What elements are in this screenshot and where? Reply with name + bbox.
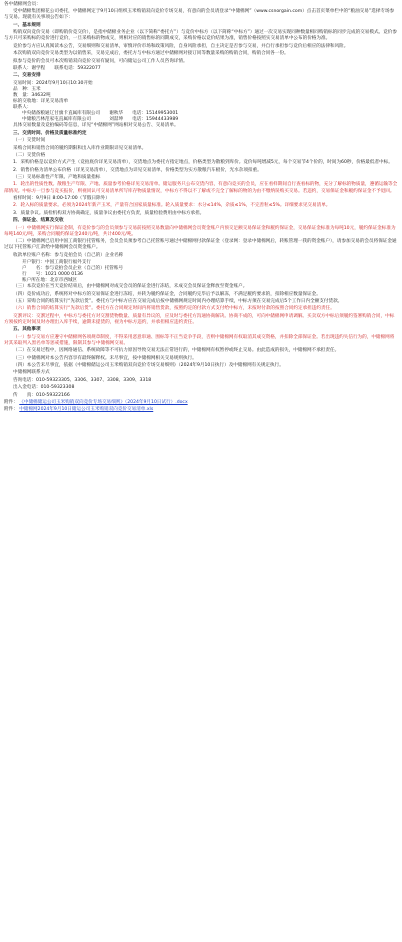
quality-item-3: 3．质量争议。质检机构双方协商确定，质量争议由委托方负责，质量检验费用由中标方承担。 <box>13 210 205 216</box>
section-1-title: 一、基本规则 <box>13 22 41 28</box>
deposit-rule-1: （一）中储棉网实行保证金制，有竞价参与的会员须参与交易前按照交易数量向中储棉网会员资金账户内预交足额交易保证金和履约保证金，交易保证金标准为每吨10元，履约保证金标准为每吨140元/吨，采购合同履约保证金240元/吨，共计400元/吨。 <box>4 225 396 237</box>
trade-variety: 品 种：玉米 <box>13 86 41 92</box>
quality-item-2: 2．轮入标的质量要求。必须为2024年新产玉米，产量符合国家质量标准。轮入质量要求：水分≤14%，杂质≤1%，不完善粒≤5%。详细要求见交易清单。 <box>13 203 331 209</box>
rule-paragraph-4: 拟参与竞价的会员可本次购销双向竞价交易有疑问，可向储运公司工作人员咨询详情。 <box>13 58 188 64</box>
deposit-rule-4: （四）竞价成功后，系统将对中标方的交易保证金进行冻结，并转为履约保证金，合同履约完毕后予以解冻，不满足履约要求的，扣除相应数量保证金。 <box>13 291 321 297</box>
deposit-rule-7: 交割评议：交割过程中，中标方与委托方对交割货物数量、质量有异议的，应及时与委托方沟通协商解决。协商不成的，可向中储棉网申请调解。买卖双方中标后须履约签署购销合同，中标方须按约定时间及时办理出入库手续，逾期未提货的，视为中标方违约，并承担相应违约责任。 <box>4 313 395 325</box>
deposit-rule-6: （六）销售合同的结算实行“先款后货”。委托方在合同规定时间内将销售货款，按照约定的付款方式支付给中标方，未按时付款的按照合同约定承担违约责任。 <box>13 306 335 312</box>
deposit-rule-5: （五）采购合同的结算实行“先款后货”。委托方与中标方应在交易完成后按中储棉网规定时间内办理结算手续，中标方须在交易完成后5个工作日内全额支付货款。 <box>13 299 343 305</box>
trade-delivery-place: 标的交收地：详见交易清单 <box>13 98 69 104</box>
section-2-title: 二、交易安排 <box>13 73 41 79</box>
other-item-1: （一）参与交易方应遵守中储棉网各项规章制度，不得采用恶意串通、围标等不正当竞争手段，否则中储棉网有权取消其成交资格，并扣除全部保证金。若出现违约失信行为的，中储棉网将对其采取列入黑名单等惩戒措施，限制其参与中储棉网交易。 <box>4 334 395 346</box>
section-4-title: 四、保证金、结算及交收 <box>13 218 64 224</box>
rule-paragraph-1: 购销双向竞价交易（即购销价竞交价），是指中储棉业务企业（以下简称“委托方”）与竞价中标方（以下简称“中标方”）通过一次交易实现同种数量相同购销标的同步完成的交易模式。竞价参与方只可采购标的竞价进行竞价，一旦采购标的物成交，则相对应的销售标的同期成交，采购价格以竞价结果为准，销售价格按照实交易清单中公布的价格为准。 <box>4 30 397 42</box>
delivery-price-heading: （二）交货价格 <box>13 152 46 158</box>
other-item-2: （二）在交易过程中，因网络通信、系统故障等不可抗力原因导致交易无法正常进行的，中储棉网有权暂停或终止交易。由此造成的损失，中储棉网不承担责任。 <box>13 348 340 354</box>
contact-phone: 咨询电话：010-59323305、3306、3307、3308、3309、3318 <box>13 377 152 383</box>
contact-org-2: 中储粮吉林范家屯直属库有限公司 刘喆坤 电话：15944433989 <box>22 117 179 123</box>
delivery-price-item-1: 1．采购价格是以竞价方式产生（竞拍底价详见交易清单），交货地点为委托方指定地点，价格类型为散粮到库价。竞价每吨增减5元，每个交易节4个价的，时间为60秒，价格最低者中标。 <box>13 160 393 166</box>
greeting: 各中储棉网会员： <box>4 2 41 7</box>
other-item-4: （四）本公告未尽事宜，依据《中储棉储运公司玉米购销双向竞价专场交易细则》（2024年9月10日执行）及中储棉网有关规定执行。 <box>13 362 284 368</box>
announcement-document <box>0 0 402 413</box>
attachment-line-1 <box>4 400 398 406</box>
contact-fund-phone: 出入金电话：010-59323308 <box>13 385 75 391</box>
account-location: 账户所在地：北京市西城区 <box>22 278 78 284</box>
rule-paragraph-2: 竞价参与方应认真阅读本公告，交易细则和交易清单，审慎评价市场和政策风险，自身风险承担，自主决定是否参与交易，并自行承担参与竞价后相应的法律和风险。 <box>13 43 349 49</box>
attachment-line-2 <box>4 407 398 413</box>
viewing-time: 看样时间：9月9日 8:00-17:00（节假日除外） <box>13 195 110 201</box>
trade-time: 交易时间：2024年9月10日10:30开始 <box>13 80 93 86</box>
trade-contact-label: 联系人： <box>13 105 32 111</box>
rule-paragraph-3: 本次购销双向竞价交易类型为以销售采，交易完成后，委托方与中标方通过中储棉网对接订同等数量采购的购销合同，购销合同各一份。 <box>13 51 289 57</box>
account-number: 行 号：1021 0000 0136 <box>22 272 83 278</box>
attachment-link-list[interactable]: 中储棉网2024年9月10日储运公司玉米购销双向竞价交易清单.xls <box>19 407 154 413</box>
trade-note: 具体交易数量及竞拍编码等信息，详见“中储棉网”网站相对交易公告、交易清单。 <box>13 123 179 129</box>
delivery-time-text: 采购合同和销售合同的履约期限和出入库作业期限详见交易清单。 <box>13 145 147 151</box>
trade-quantity: 数 量：34632吨 <box>13 92 51 98</box>
other-item-3: （三）中储棉网对本公告内容享有最终解释权。未尽事宜，按中储棉网相关交易规则执行。 <box>13 355 197 361</box>
deposit-rule-2: （二）中储棉网已启用中国工商银行托管账务，会员会员须参考自己托管账号通过中储棉网付款保证金（登录网：登录中储棉网后，转账管理一我的资金账户），请参加交易的会员将保证金通过以下托管账户汇款给中储棉网会员资金账户。 <box>4 239 397 251</box>
delivery-time-heading: （一）交货时间 <box>13 138 46 144</box>
account-name: 户 名：参与竞拍会员企业（自己的）托管账号 <box>22 265 124 271</box>
delivery-price-item-2: 2．销售价格为清单公布价格（详见交易清单），交货地点为详见交易清单，价格类型为实方散粮汽车板价，光水杂项扣重。 <box>13 167 262 173</box>
contact-fax: 传 真：010-59322166 <box>13 392 70 398</box>
contact-org-1: 中央储备粮通辽甘旗卡直属库有限公司 谢秋华 电话：15149953001 <box>22 111 179 117</box>
quality-item-1: 1．轮出的性质性数。散粮生产年限、产地、质量参考价格详见交易清单。储运服务只公布交货内容，有意向竞买的会员，应在看样期间自行查看标的物，充分了解标的物质量，遵循运输等全部情况。中标方一旦参与竞买报价，则视同认可交易清单所写库存物质量情况，中标方不得以不了解或不完全了解标的物的为由不缴纳误购买交易。若违约，交易保证金和履约保证金不予退回。 <box>4 182 398 194</box>
section-3-title: 三、交货时间、价格及质量标准约定 <box>13 130 87 136</box>
account-intro: 收款单位账户名称：参与竞拍会员（自己的）企业名称 <box>13 252 124 258</box>
rule-contact: 联系人：谢学程 联系电话：59322077 <box>13 65 101 71</box>
quality-heading: （三）交易标准性产年限、产地和质量指标 <box>13 175 101 181</box>
attachment-label-2: 附件： <box>4 407 18 413</box>
intro-paragraph: 受中储棉集团棉花公司委托，中储棉网定于9月10日组织玉米购销双向竞价专场交易，有意向的会员请登录“中储棉网”（www.csnorgain.com）点击首页菜单栏中的“粮油交易”选择专场参与交易。现就有关事项公告如下： <box>4 9 395 21</box>
attachment-link-rules[interactable]: 《中储棉储运公司玉米购销双向竞价专场交易细则》（2024年9月10日试行）.docx <box>19 399 188 405</box>
contact-block-title: 中储棉网联系方式 <box>13 370 50 376</box>
attachment-label: 附件： <box>4 399 18 405</box>
section-5-title: 五、其他事项 <box>13 327 41 333</box>
account-bank: 开户银行：中国工商银行福外支行 <box>22 259 91 265</box>
deposit-rule-3: （三）本次竞价在当天竞价结束后，由中储棉网对成交会员的保证金进行冻结，未成交会员保证金释放至资金账户。 <box>13 284 248 290</box>
